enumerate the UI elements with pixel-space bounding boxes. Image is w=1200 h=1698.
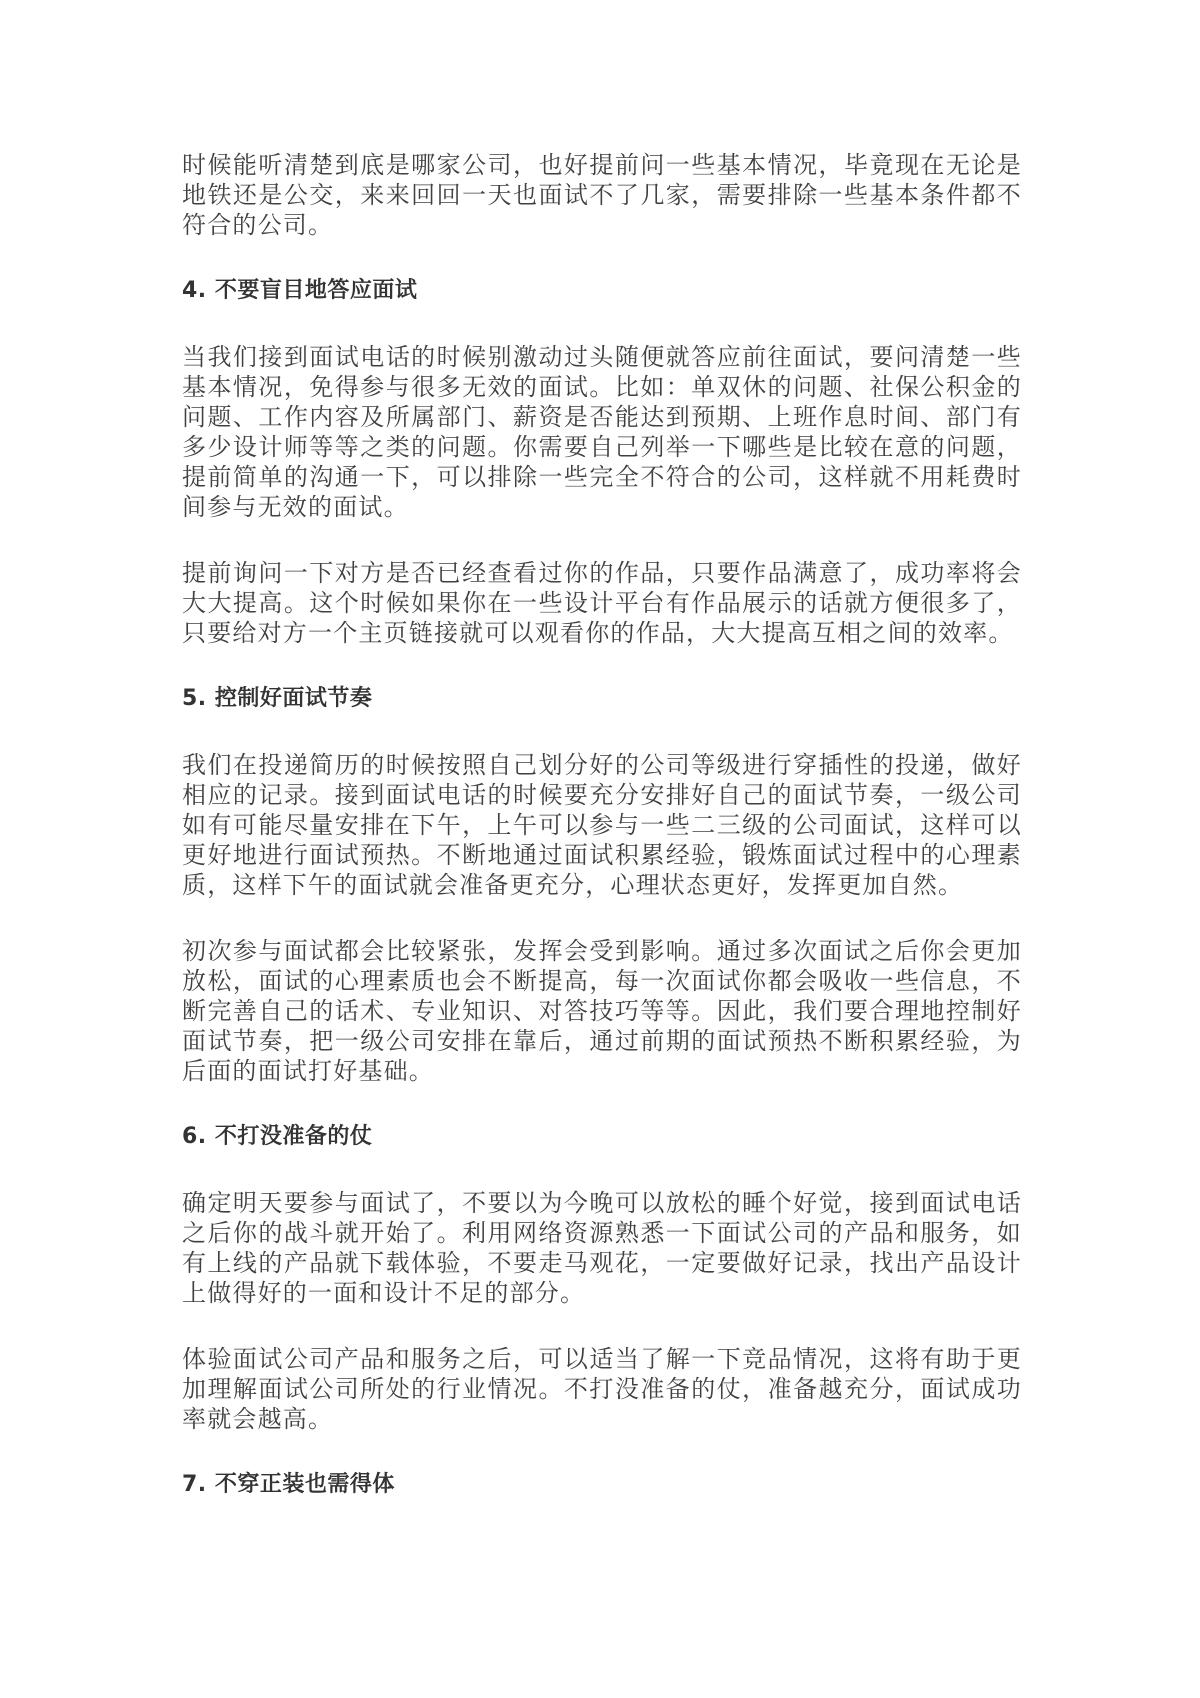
paragraph: 体验面试公司产品和服务之后，可以适当了解一下竞品情况，这将有助于更加理解面试公司所处的行业情况。不打没准备的仗，准备越充分，面试成功率就会越高。 <box>182 1345 1022 1433</box>
section-heading: 5. 控制好面试节奏 <box>182 686 373 711</box>
section-heading: 6. 不打没准备的仗 <box>182 1124 373 1149</box>
paragraph: 初次参与面试都会比较紧张，发挥会受到影响。通过多次面试之后你会更加放松，面试的心理素质也会不断提高，每一次面试你都会吸收一些信息，不断完善自己的话术、专业知识、对答技巧等等。因此，我们要合理地控制好面试节奏，把一级公司安排在靠后，通过前期的面试预热不断积累经验，为后面的面试打好基础。 <box>182 937 1022 1085</box>
paragraph: 确定明天要参与面试了，不要以为今晚可以放松的睡个好觉，接到面试电话之后你的战斗就开始了。利用网络资源熟悉一下面试公司的产品和服务，如有上线的产品就下载体验，不要走马观花，一定要做好记录，找出产品设计上做得好的一面和设计不足的部分。 <box>182 1189 1022 1307</box>
section-heading: 7. 不穿正装也需得体 <box>182 1472 395 1497</box>
document-page <box>182 150 1022 1500</box>
paragraph: 时候能听清楚到底是哪家公司，也好提前问一些基本情况，毕竟现在无论是地铁还是公交，来来回回一天也面试不了几家，需要排除一些基本条件都不符合的公司。 <box>182 151 1022 239</box>
paragraph: 我们在投递简历的时候按照自己划分好的公司等级进行穿插性的投递，做好相应的记录。接到面试电话的时候要充分安排好自己的面试节奏，一级公司如有可能尽量安排在下午，上午可以参与一些二三级的公司面试，这样可以更好地进行面试预热。不断地通过面试积累经验，锻炼面试过程中的心理素质，这样下午的面试就会准备更充分，心理状态更好，发挥更加自然。 <box>182 751 1022 899</box>
section-heading: 4. 不要盲目地答应面试 <box>182 278 418 303</box>
paragraph: 当我们接到面试电话的时候别激动过头随便就答应前往面试，要问清楚一些基本情况，免得参与很多无效的面试。比如：单双休的问题、社保公积金的问题、工作内容及所属部门、薪资是否能达到预期、上班作息时间、部门有多少设计师等等之类的问题。你需要自己列举一下哪些是比较在意的问题，提前简单的沟通一下，可以排除一些完全不符合的公司，这样就不用耗费时间参与无效的面试。 <box>182 343 1022 521</box>
paragraph: 提前询问一下对方是否已经查看过你的作品，只要作品满意了，成功率将会大大提高。这个时候如果你在一些设计平台有作品展示的话就方便很多了，只要给对方一个主页链接就可以观看你的作品，大大提高互相之间的效率。 <box>182 559 1022 647</box>
